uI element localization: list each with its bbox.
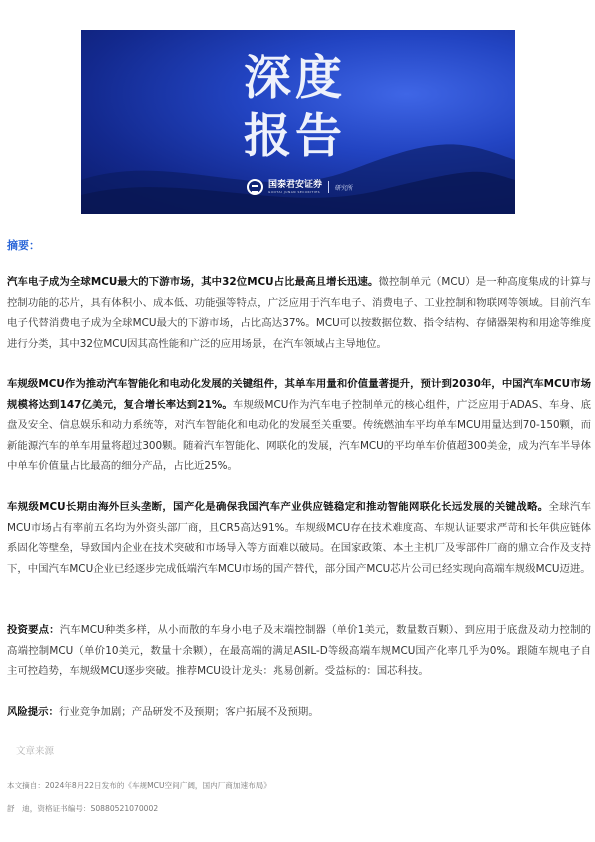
report-banner bbox=[81, 30, 515, 214]
paragraph-risk-headline: 风险提示： bbox=[7, 706, 59, 718]
paragraph-investment-body: 汽车MCU种类多样，从小而散的车身小电子及末端控制器（单价1美元，数量数百颗）、到应用于底盘及动力控制的高端控制MCU（单价10美元，数量十余颗），在最高端的满足ASIL-D等级高端车规MCU国产化率几乎为0%。跟随车规电子自主可控趋势，车规级MCU逐步突破。推荐MCU设计龙头：兆易创新。受益标的：国芯科技。 bbox=[7, 624, 592, 677]
paragraph-automotive-mcu-headline: 车规级MCU作为推动汽车智能化和电动化发展的关键组件，其单车用量和价值量著提升，预计到2030年，中国汽车MCU市场规模将达到147亿美元，复合增长率达到21%。 bbox=[7, 378, 591, 411]
company-logo-department: 研究所 bbox=[335, 184, 354, 192]
paragraph-automotive-mcu bbox=[7, 374, 591, 477]
paragraph-investment-headline: 投资要点： bbox=[7, 624, 60, 636]
company-logo-icon bbox=[247, 179, 263, 195]
paragraph-automotive-mcu-body: 车规级MCU作为汽车电子控制单元的核心组件，广泛应用于ADAS、车身、底盘及安全、信息娱乐和动力系统等，对汽车智能化和电动化的发展至关重要。传统燃油车平均单车MCU用量达到70-150颗，而新能源汽车的单车用量将超过300颗。随着汽车智能化、网联化的发展，汽车MCU的平均单车价值超300美金，成为汽车半导体中单车价值量占比最高的细分产品，占比近25%。 bbox=[7, 398, 591, 472]
abstract-label: 摘要： bbox=[7, 239, 40, 252]
footnote-excerpt: 本文摘自：2024年8月22日发布的《车规MCU空间广阔，国内厂商加速布局》 bbox=[7, 781, 271, 790]
paragraph-localization bbox=[7, 497, 591, 579]
paragraph-market-headline: 汽车电子成为全球MCU最大的下游市场，其中32位MCU占比最高且增长迅速。 bbox=[7, 276, 379, 288]
logo-divider bbox=[328, 181, 329, 193]
banner-title-line1: 深度 bbox=[244, 51, 346, 106]
paragraph-risk-body: 行业竞争加剧；产品研发不及预期；客户拓展不及预期。 bbox=[58, 706, 319, 718]
paragraph-market-body: 微控制单元（MCU）是一种高度集成的计算与控制功能的芯片，具有体积小、成本低、功能强等特点，广泛应用于汽车电子、消费电子、工业控制和物联网等领域。目前汽车电子代替消费电子成为全球MCU最大的下游市场，占比高达37%。MCU可以按数据位数、指令结构、存储器架构和用途等维度进行分类，其中32位MCU因其高性能和广泛的应用场景，在汽车领域占主导地位。 bbox=[7, 276, 591, 350]
paragraph-localization-body: 全球汽车MCU市场占有率前五名均为外资头部厂商，且CR5高达91%。车规级MCU存在技术难度高、车规认证要求严苛和长年供应链体系固化等壁垒，导致国内企业在技术突破和市场导入等方面难以破局。在国家政策、本土主机厂及零部件厂商的鼎立合作及支持下，中国汽车MCU企业已经逐步完成低端汽车MCU市场的国产替代，部分国产MCU芯片公司已经实现向高端车规级MCU迈进。 bbox=[7, 501, 591, 575]
company-logo bbox=[247, 179, 353, 195]
banner-title-line2: 报告 bbox=[244, 109, 346, 164]
paragraph-localization-headline: 车规级MCU长期由海外巨头垄断，国产化是确保我国汽车产业供应链稳定和推动智能网联化长远发展的关键战略。 bbox=[7, 501, 549, 513]
article-source-link[interactable]: 文章来源 bbox=[16, 746, 55, 757]
paragraph-risk bbox=[7, 702, 591, 723]
footnote-analyst: 舒 迪，资格证书编号：S0880521070002 bbox=[7, 804, 159, 813]
company-logo-name: 国泰君安证券 bbox=[268, 180, 323, 190]
company-logo-subtitle: GUOTAI JUNAN SECURITIES bbox=[268, 190, 321, 194]
banner-title bbox=[244, 50, 346, 166]
paragraph-investment bbox=[7, 620, 591, 682]
paragraph-market bbox=[7, 272, 591, 354]
